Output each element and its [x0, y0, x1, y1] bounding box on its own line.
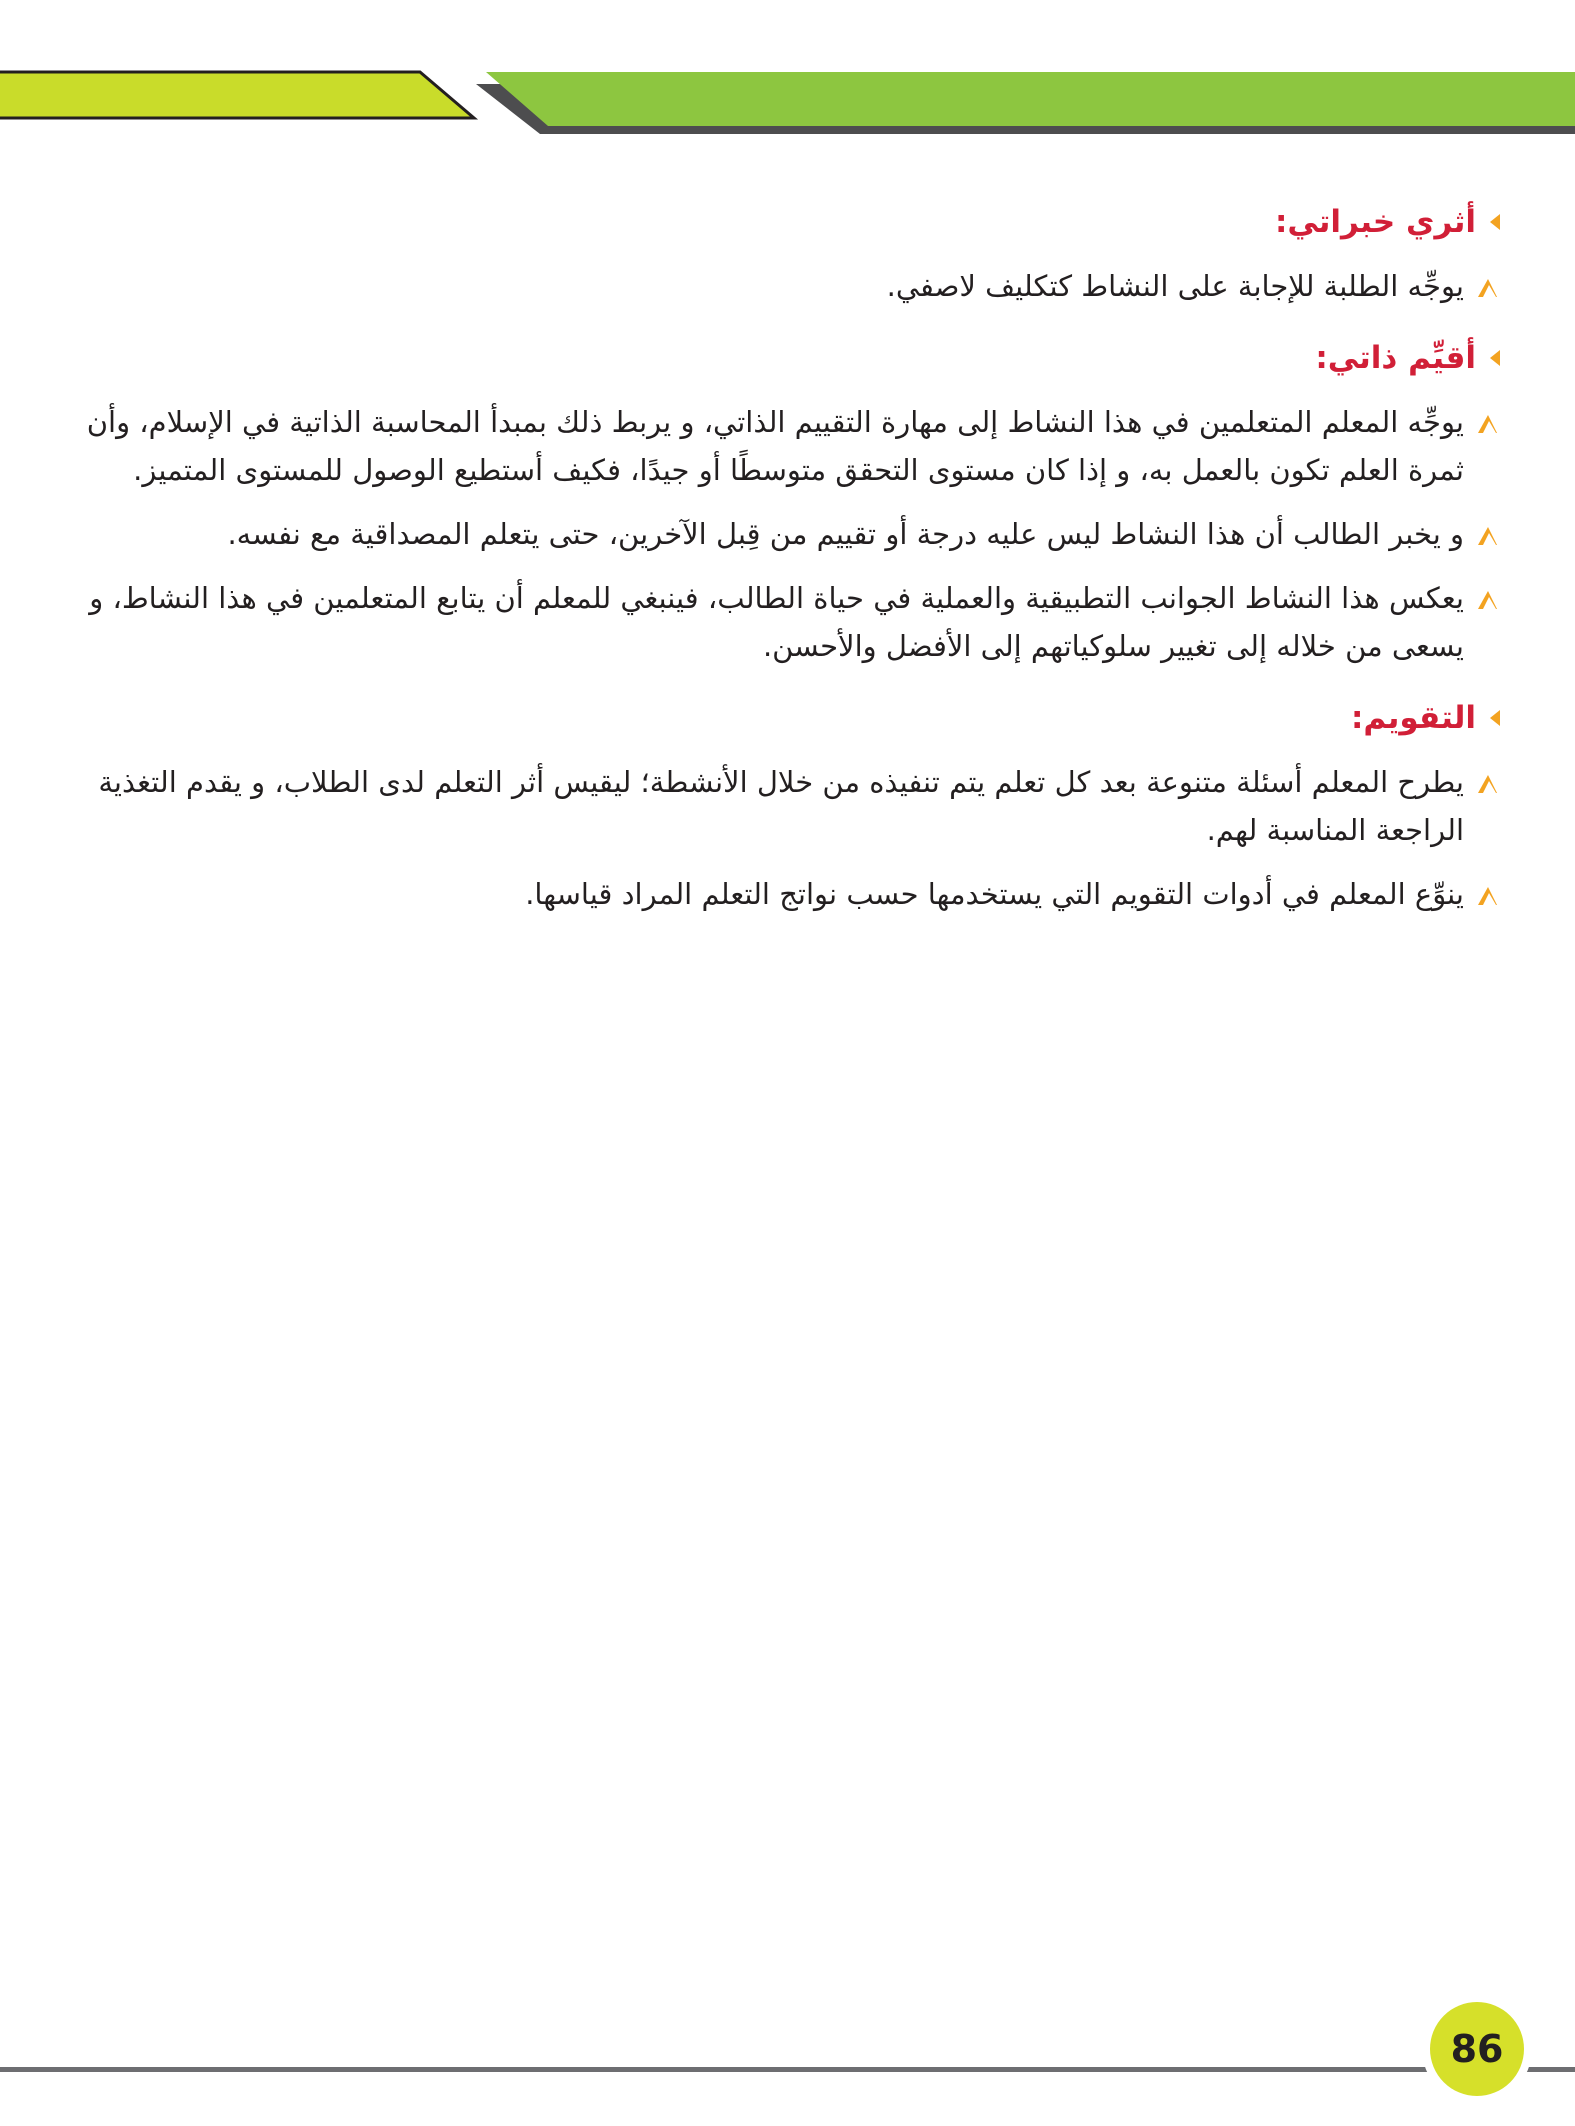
- header-band-lime: [0, 72, 474, 118]
- ornament-bullet-icon: [1476, 414, 1498, 434]
- ornament-bullet-icon: [1476, 526, 1498, 546]
- header-band: [0, 0, 1575, 140]
- page-number-badge: [1430, 2002, 1524, 2096]
- triangle-marker-icon: [1490, 214, 1500, 230]
- ornament-bullet-icon: [1476, 590, 1498, 610]
- ornament-bullet-icon: [1476, 774, 1498, 794]
- section-enrich-experience: [80, 190, 1500, 310]
- bullet-text: يوجِّه الطلبة للإجابة على النشاط كتكليف لاصفي.: [886, 269, 1464, 303]
- bullet-text: يوجِّه المعلم المتعلمين في هذا النشاط إلى مهارة التقييم الذاتي، و يربط ذلك بمبدأ المحاسبة الذاتية في الإسلام، وأن ثمرة العلم تكون بالعمل به، و إذا كان مستوى التحقق متوسطًا أو جيدًا، فكيف أستطيع الوصول للمستوى المتميز.: [86, 405, 1464, 487]
- section-self-assessment: [80, 326, 1500, 670]
- section-title-row: [80, 326, 1500, 390]
- list-item: [80, 870, 1500, 918]
- list-item: [80, 574, 1500, 670]
- list-item: [80, 398, 1500, 494]
- section-title: أقيِّم ذاتي:: [1315, 340, 1476, 376]
- ornament-bullet-icon: [1476, 278, 1498, 298]
- bullet-text: ينوِّع المعلم في أدوات التقويم التي يستخدمها حسب نواتج التعلم المراد قياسها.: [525, 877, 1464, 911]
- bullet-list: [80, 262, 1500, 310]
- bullet-text: يعكس هذا النشاط الجوانب التطبيقية والعملية في حياة الطالب، فينبغي للمعلم أن يتابع المتعلمين في هذا النشاط، و يسعى من خلاله إلى تغيير سلوكياتهم إلى الأفضل والأحسن.: [89, 581, 1464, 663]
- bullet-list: [80, 758, 1500, 918]
- bullet-list: [80, 398, 1500, 670]
- triangle-marker-icon: [1490, 710, 1500, 726]
- main-content: [80, 190, 1500, 934]
- section-title-row: [80, 686, 1500, 750]
- bullet-text: يطرح المعلم أسئلة متنوعة بعد كل تعلم يتم تنفيذه من خلال الأنشطة؛ ليقيس أثر التعلم لدى الطلاب، و يقدم التغذية الراجعة المناسبة لهم.: [98, 765, 1464, 847]
- bullet-text: و يخبر الطالب أن هذا النشاط ليس عليه درجة أو تقييم من قِبل الآخرين، حتى يتعلم المصداقية مع نفسه.: [227, 517, 1464, 551]
- section-title: التقويم:: [1350, 700, 1476, 736]
- footer-rule: [0, 2067, 1575, 2072]
- triangle-marker-icon: [1490, 350, 1500, 366]
- list-item: [80, 262, 1500, 310]
- header-band-green: [486, 72, 1575, 126]
- section-evaluation: [80, 686, 1500, 918]
- list-item: [80, 510, 1500, 558]
- section-title-row: [80, 190, 1500, 254]
- list-item: [80, 758, 1500, 854]
- ornament-bullet-icon: [1476, 886, 1498, 906]
- section-title: أثري خبراتي:: [1274, 204, 1476, 240]
- page-number: 86: [1450, 2027, 1504, 2071]
